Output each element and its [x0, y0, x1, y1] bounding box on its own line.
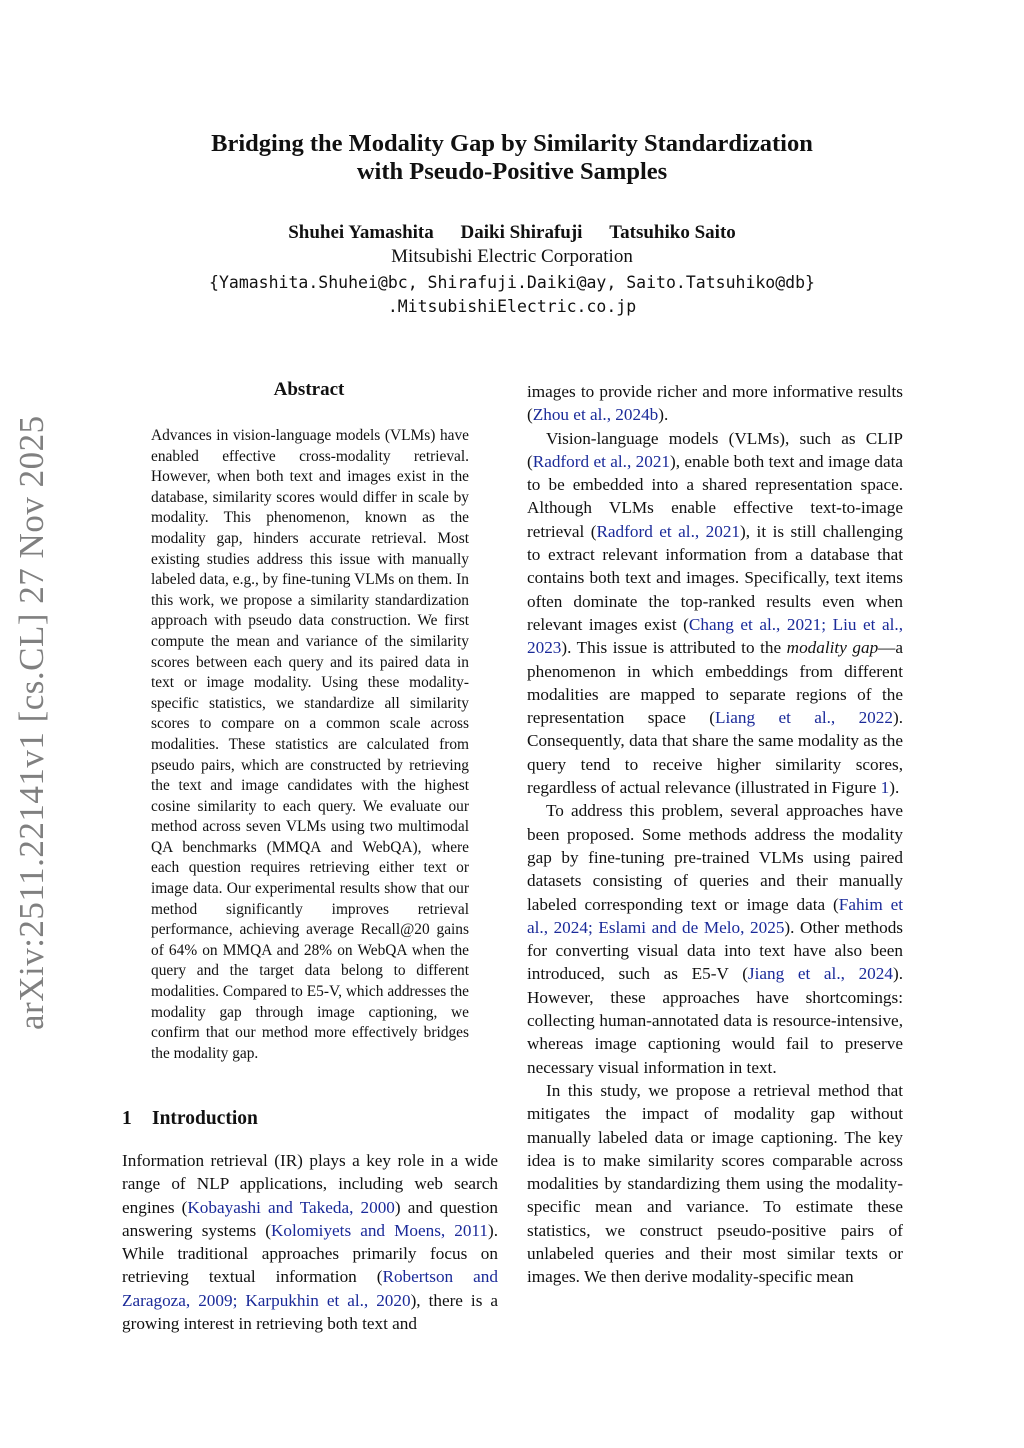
author-name: Shuhei Yamashita [288, 222, 434, 243]
paper-title [0, 130, 1024, 186]
figure-link[interactable]: 1 [880, 778, 890, 798]
email-line-1: {Yamashita.Shuhei@bc, Shirafuji.Daiki@ay, Saito.Tatsuhiko@db} [209, 273, 815, 292]
intro-paragraph-left [122, 1149, 498, 1335]
section-heading [122, 1108, 258, 1130]
arxiv-identifier: arXiv:2511.22141v1 [cs.CL] 27 Nov 2025 [12, 415, 51, 1030]
body-text: ), it is still challenging to extract relevant information from a database that contains both text and images. Specifically, text items often dominate the top-ranked results even when relevant images exist ( [527, 521, 903, 634]
affiliation: Mitsubishi Electric Corporation [391, 246, 633, 267]
body-text: ). Other methods for converting visual data into text have also been introduced, such as E5-V ( [527, 917, 903, 984]
section-title: Introduction [152, 1108, 258, 1129]
body-text: Vision-language models (VLMs), such as CLIP ( [527, 428, 903, 471]
emphasis-term: modality gap [786, 638, 879, 658]
body-text: ). [658, 405, 669, 425]
body-text: ). Consequently, data that share the same modality as the query tend to receive higher similarity scores, regardless of actual relevance (illustrated in Figure [527, 708, 903, 798]
paragraph-approaches [527, 799, 903, 1079]
body-text: ) and question answering systems ( [122, 1197, 498, 1240]
paragraph-this-study [527, 1079, 903, 1289]
citation-link[interactable]: Radford et al., 2021 [532, 451, 671, 471]
title-line-2: with Pseudo-Positive Samples [356, 158, 668, 185]
citation-link[interactable]: Robertson and Zaragoza, 2009; Karpukhin et al., 2020 [122, 1267, 498, 1310]
citation-link[interactable]: Liang et al., 2022 [714, 708, 893, 728]
body-text: ), enable both text and image data to be embedded into a shared representation space. Although VLMs enable effective text-to-image retrieval ( [527, 451, 903, 541]
body-text: ). [889, 778, 900, 798]
abstract-heading: Abstract [273, 379, 345, 400]
author-name: Daiki Shirafuji [460, 222, 583, 243]
right-column [527, 380, 903, 1289]
citation-link[interactable]: Jiang et al., 2024 [747, 964, 893, 984]
body-text: ). However, these approaches have shortcomings: collecting human-annotated data is resource-intensive, whereas image captioning would fail to preserve necessary visual information in text. [527, 964, 903, 1077]
body-text: ). While traditional approaches primarily focus on retrieving textual information ( [122, 1220, 499, 1287]
author-list [0, 222, 1024, 244]
email-line-2: .MitsubishiElectric.co.jp [387, 297, 637, 316]
paragraph-vlms [527, 427, 903, 800]
body-text: In this study, we propose a retrieval method that mitigates the impact of modality gap without manually labeled data or image captioning. The key idea is to make similarity scores comparable across modalities by standardizing them using the modality-specific mean and variance. To estimate these statistics, we construct pseudo-positive pairs of unlabeled queries and their most similar texts or images. We then derive modality-specific mean [527, 1080, 903, 1287]
citation-link[interactable]: Zhou et al., 2024b [532, 405, 659, 425]
title-line-1: Bridging the Modality Gap by Similarity Standardization [211, 130, 813, 157]
body-text: images to provide richer and more informative results ( [527, 382, 903, 425]
citation-link[interactable]: Radford et al., 2021 [596, 521, 741, 541]
body-text: To address this problem, several approaches have been proposed. Some methods address the modality gap by fine-tuning pre-trained VLMs using paired datasets consisting of queries and their manually labeled corresponding text or image data ( [527, 801, 903, 914]
section-number: 1 [122, 1108, 132, 1129]
abstract-text: Advances in vision-language models (VLMs) have enabled effective cross-modality retrieval. However, when both text and images exist in the database, similarity scores would differ in scale by modality. This phenomenon, known as the modality gap, hinders accurate retrieval. Most existing studies address this issue with manually labeled data, e.g., by fine-tuning VLMs on them. In this work, we propose a similarity standardization approach with pseudo data construction. We first compute the mean and variance of the similarity scores between each query and its paired data in text or image modality. Using these modality-specific statistics, we standardize all similarity scores to compare on a common scale across modalities. These statistics are calculated from pseudo pairs, which are constructed by retrieving the text and image candidates with the highest cosine similarity to each query. We evaluate our method across seven VLMs using two multimodal QA benchmarks (MMQA and WebQA), where each question requires retrieving either text or image data. Our experimental results show that our method significantly improves retrieval performance, achieving average Recall@20 gains of 64% on MMQA and 28% on WebQA when the query and the target data belong to different modalities. Compared to E5-V, which addresses the modality gap through image captioning, we confirm that our method more effectively bridges the modality gap. [151, 427, 469, 1062]
paragraph-continued [527, 380, 903, 427]
author-name: Tatsuhiko Saito [609, 222, 736, 243]
body-text: ). This issue is attributed to the [561, 638, 787, 658]
citation-link[interactable]: Fahim et al., 2024; Eslami and de Melo, 2025 [527, 894, 903, 937]
body-text: ), there is a growing interest in retrieving both text and [122, 1290, 498, 1334]
body-text: Information retrieval (IR) plays a key role in a wide range of NLP applications, including web search engines ( [122, 1151, 498, 1217]
citation-link[interactable]: Kolomiyets and Moens, 2011 [270, 1220, 488, 1240]
citation-link[interactable]: Kobayashi and Takeda, 2000 [187, 1197, 395, 1217]
body-text: —a phenomenon in which embeddings from different modalities are mapped to separate regions of the representation space ( [527, 638, 903, 728]
citation-link[interactable]: Chang et al., 2021; Liu et al., 2023 [527, 614, 904, 658]
